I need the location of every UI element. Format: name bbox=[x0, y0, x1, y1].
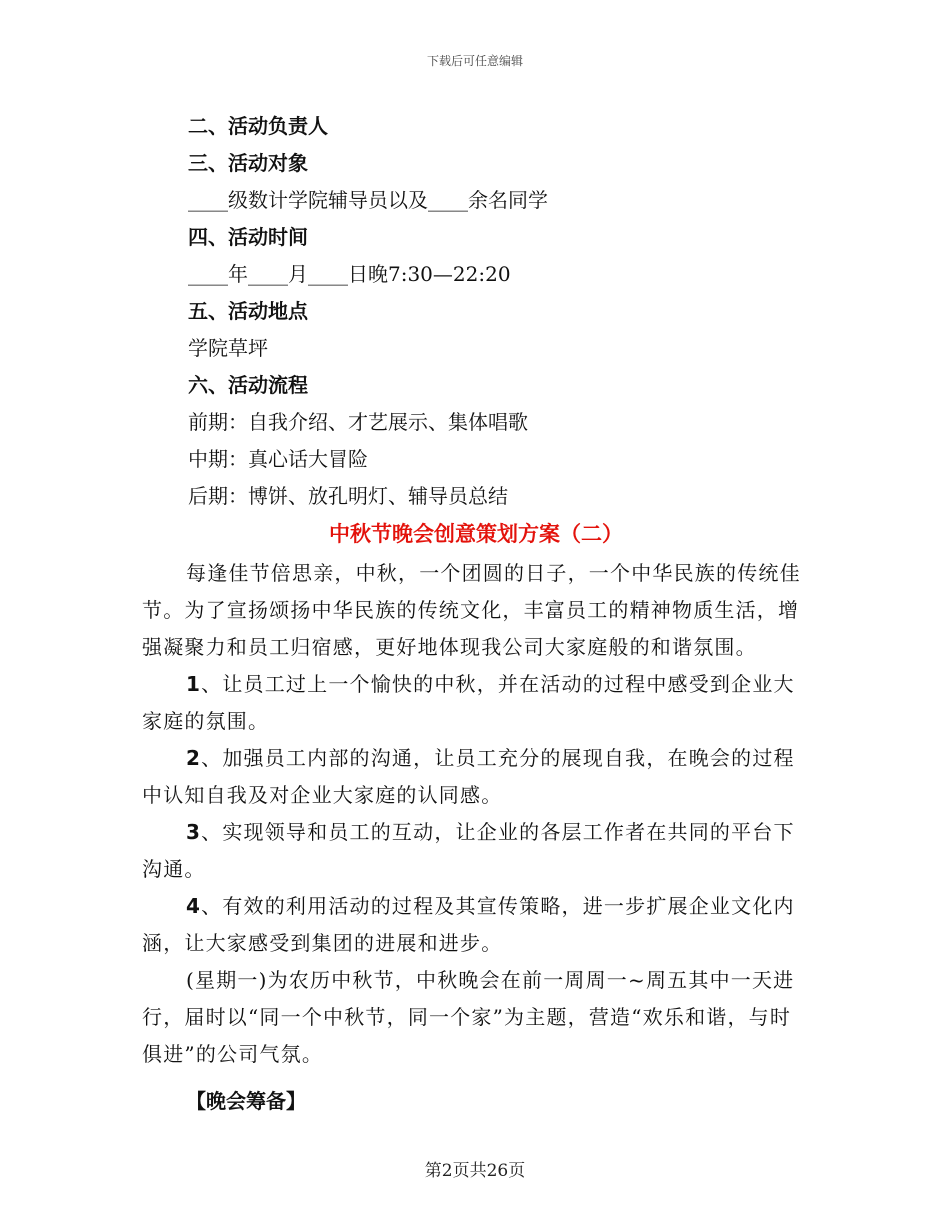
list-item bbox=[142, 740, 810, 814]
list-item-text: 、有效的利用活动的过程及其宣传策略，进一步扩展企业文化内涵，让大家感受到集团的进展和进步。 bbox=[142, 894, 795, 955]
list-item-number: 1 bbox=[186, 672, 202, 696]
list-item bbox=[142, 814, 810, 888]
list-item-text: 、让员工过上一个愉快的中秋，并在活动的过程中感受到企业大家庭的氛围。 bbox=[142, 672, 795, 733]
text-process-middle: 中期：真心话大冒险 bbox=[188, 447, 368, 471]
text-activity-target: ____级数计学院辅导员以及____余名同学 bbox=[188, 188, 548, 212]
section-title-plan-two: 中秋节晚会创意策划方案（二） bbox=[329, 522, 623, 546]
list-item-number: 2 bbox=[186, 746, 202, 770]
closing-paragraph: (星期一)为农历中秋节，中秋晚会在前一周周一~周五其中一天进行，届时以“同一个中秋节，同一个家”为主题，营造“欢乐和谐，与时俱进”的公司气氛。 bbox=[142, 968, 795, 1066]
document-body bbox=[142, 108, 810, 1120]
page-header-note: 下载后可任意编辑 bbox=[426, 54, 523, 68]
list-item bbox=[142, 666, 810, 740]
list-item-text: 、加强员工内部的沟通，让员工充分的展现自我，在晚会的过程中认知自我及对企业大家庭的认同感。 bbox=[142, 746, 795, 807]
list-item-text: 、实现领导和员工的互动，让企业的各层工作者在共同的平台下沟通。 bbox=[142, 820, 795, 881]
heading-activity-location: 五、活动地点 bbox=[188, 299, 308, 323]
text-process-late: 后期：博饼、放孔明灯、辅导员总结 bbox=[188, 484, 508, 508]
heading-activity-time: 四、活动时间 bbox=[188, 225, 308, 249]
list-item bbox=[142, 888, 810, 962]
heading-activity-leader: 二、活动负责人 bbox=[188, 114, 328, 138]
text-activity-time: ____年____月____日晚7:30—22:20 bbox=[188, 262, 511, 286]
section-activity-details bbox=[142, 108, 810, 515]
heading-gala-preparation-text: 【晚会筹备】 bbox=[186, 1089, 306, 1113]
text-process-early: 前期：自我介绍、才艺展示、集体唱歌 bbox=[188, 410, 528, 434]
text-activity-location: 学院草坪 bbox=[188, 336, 268, 360]
list-item-number: 4 bbox=[186, 894, 202, 918]
heading-activity-process: 六、活动流程 bbox=[188, 373, 308, 397]
list-item-number: 3 bbox=[186, 820, 202, 844]
heading-gala-preparation bbox=[142, 1083, 810, 1120]
intro-paragraph: 每逢佳节倍思亲，中秋，一个团圆的日子，一个中华民族的传统佳节。为了宣扬颂扬中华民族的传统文化，丰富员工的精神物质生活，增强凝聚力和员工归宿感，更好地体现我公司大家庭般的和谐氛围。 bbox=[142, 561, 801, 659]
heading-activity-target: 三、活动对象 bbox=[188, 151, 308, 175]
page-number-footer: 第2页共26页 bbox=[424, 1161, 526, 1181]
